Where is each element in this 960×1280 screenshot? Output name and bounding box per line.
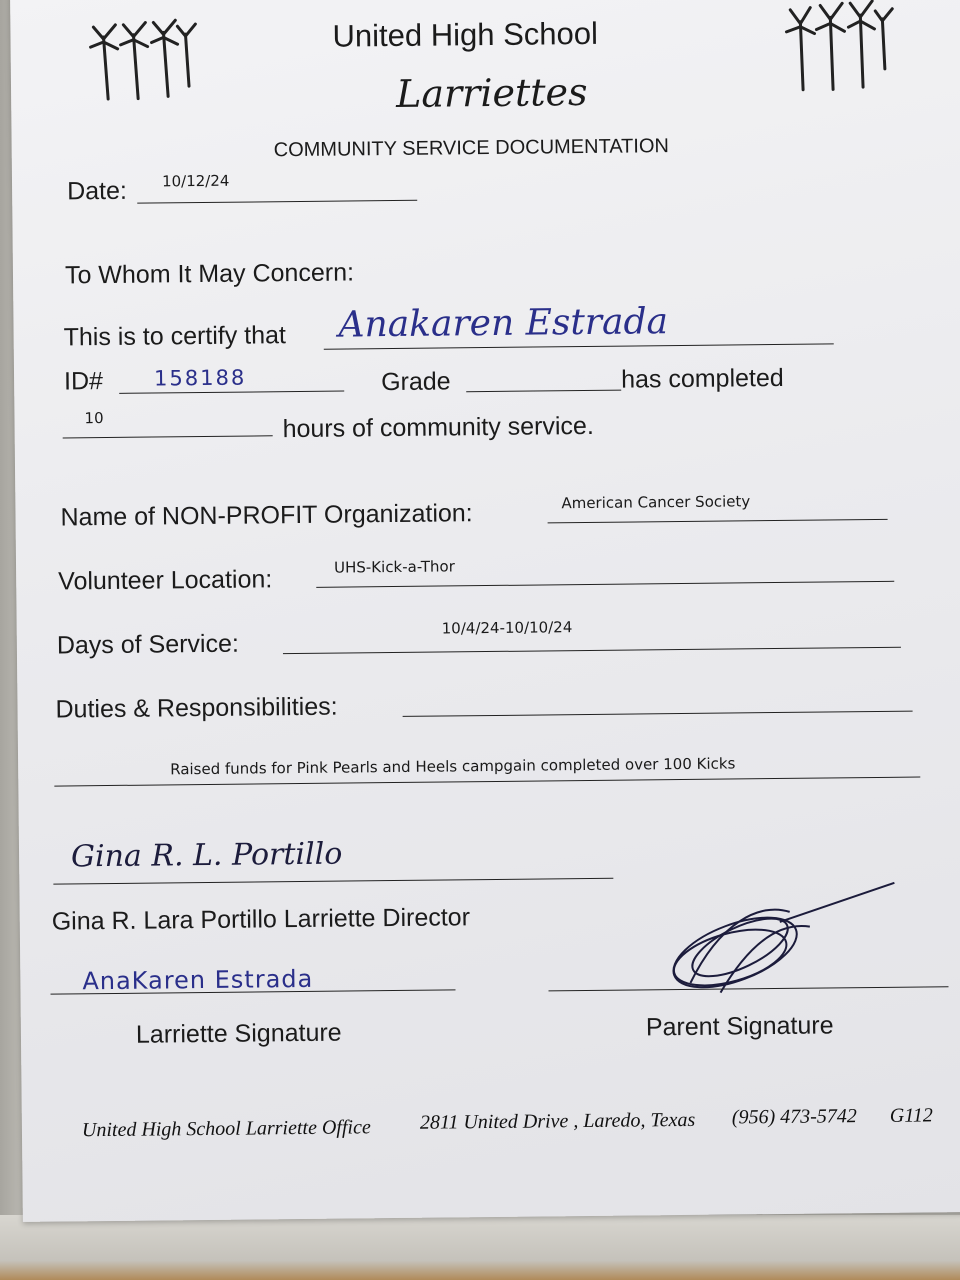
org-value: American Cancer Society <box>561 492 751 513</box>
id-value: 158188 <box>153 365 247 391</box>
school-name: United High School <box>332 15 599 54</box>
larriette-signature: AnaKaren Estrada <box>82 964 314 996</box>
footer-phone: (956) 473-5742 <box>731 1105 857 1129</box>
footer-address: 2811 United Drive , Laredo, Texas <box>419 1108 696 1134</box>
org-label: Name of NON-PROFIT Organization: <box>60 499 473 532</box>
director-caption: Gina R. Lara Portillo Larriette Director <box>51 903 471 936</box>
form-title: COMMUNITY SERVICE DOCUMENTATION <box>273 135 670 162</box>
footer-office: United High School Larriette Office <box>81 1116 371 1142</box>
footer-code: G112 <box>889 1104 933 1127</box>
certify-label: This is to certify that <box>63 321 287 352</box>
background-bottom <box>0 1215 960 1280</box>
location-value: UHS-Kick-a-Thor <box>333 557 455 577</box>
student-name-signature: Anakaren Estrada <box>338 301 669 346</box>
team-name: Larriettes <box>395 69 588 116</box>
greeting: To Whom It May Concern: <box>64 258 355 290</box>
duties-label: Duties & Responsibilities: <box>55 692 338 724</box>
cheerleader-logo-icon <box>85 16 201 102</box>
id-label: ID# <box>63 367 104 396</box>
days-value: 10/4/24-10/10/24 <box>441 618 573 638</box>
cheerleader-logo-icon <box>780 0 896 95</box>
location-label: Volunteer Location: <box>58 565 273 596</box>
larriette-caption: Larriette Signature <box>135 1018 342 1049</box>
has-completed-label: has completed <box>620 363 784 394</box>
director-signature: Gina R. L. Portillo <box>70 836 343 875</box>
document-page <box>10 0 960 1222</box>
days-label: Days of Service: <box>56 629 240 660</box>
hours-value: 10 <box>84 409 104 428</box>
parent-caption: Parent Signature <box>645 1011 834 1042</box>
hours-label: hours of community service. <box>282 411 594 444</box>
duties-value: Raised funds for Pink Pearls and Heels campgain completed over 100 Kicks <box>170 754 736 779</box>
grade-label: Grade <box>380 367 451 397</box>
date-label: Date: <box>66 176 128 206</box>
date-value: 10/12/24 <box>161 171 230 191</box>
